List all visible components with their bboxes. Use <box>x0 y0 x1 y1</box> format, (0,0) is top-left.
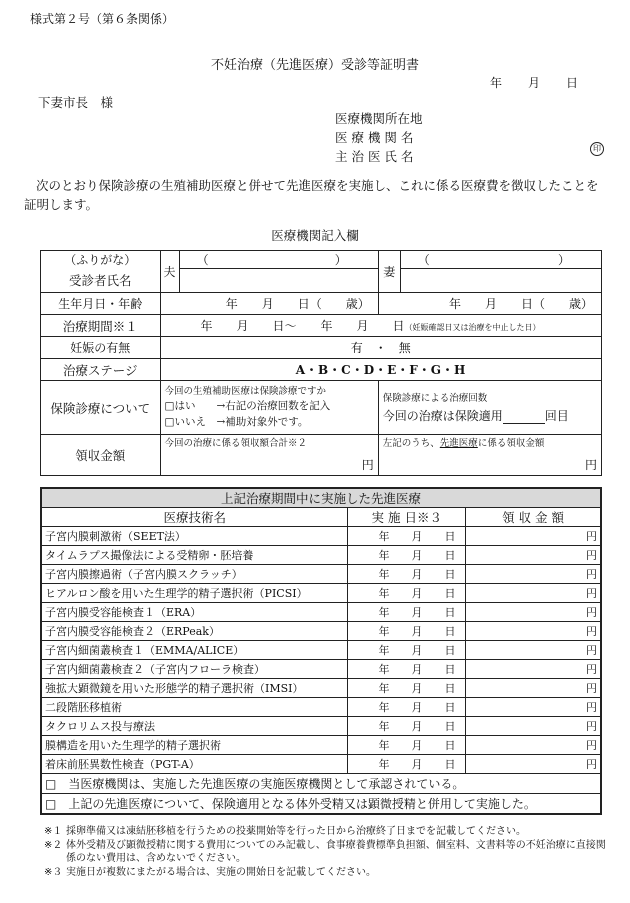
date-field[interactable]: 年 月 日 <box>348 717 466 736</box>
husband-birth-field[interactable] <box>160 293 378 315</box>
patient-info-table <box>40 250 602 476</box>
amount-field[interactable]: 円 <box>466 717 601 736</box>
date-field[interactable]: 年 月 日 <box>348 736 466 755</box>
wife-furigana-field[interactable] <box>400 251 601 269</box>
date-field[interactable]: 年 月 日 <box>348 660 466 679</box>
amount-field[interactable]: 円 <box>466 679 601 698</box>
receipt-total-label: 今回の治療に係る領収額合計※２ <box>164 438 308 449</box>
tech-name: 着床前胚異数性検査（PGT-A） <box>41 755 348 774</box>
amount-field[interactable]: 円 <box>466 698 601 717</box>
amount-field[interactable]: 円 <box>466 755 601 774</box>
paren-close: ） <box>557 253 570 267</box>
pregnancy-label: 妊娠の有無 <box>41 337 161 359</box>
table-row <box>41 679 601 698</box>
wife-name-field[interactable] <box>400 269 601 293</box>
tech-name: 強拡大顕微鏡を用いた形態学的精子選択術（IMSI） <box>41 679 348 698</box>
date-field[interactable]: 年 月 日 <box>348 622 466 641</box>
date-month: 月 <box>528 76 541 90</box>
paren-open: （ <box>417 253 430 267</box>
treatment-period-label: 治療期間※１ <box>41 315 161 337</box>
treatment-stage-label: 治療ステージ <box>41 359 161 381</box>
footnotes <box>44 825 606 879</box>
tech-name: 膜構造を用いた生理学的精子選択術 <box>41 736 348 755</box>
institution-block <box>335 109 423 166</box>
section-title: 医療機関記入欄 <box>271 228 359 243</box>
tech-name: 子宮内膜刺激術（SEET法） <box>41 527 348 546</box>
wife-birth-field[interactable] <box>378 293 601 315</box>
footnote: ※３ 実施日が複数にまたがる場合は、実施の開始日を記載してください。 <box>44 866 376 878</box>
receipt-advanced-cell[interactable] <box>378 435 601 476</box>
document-title: 不妊治療（先進医療）受診等証明書 <box>210 58 419 73</box>
insurance-count-label: 保険診療による治療回数 <box>382 392 488 404</box>
tech-name: タクロリムス投与療法 <box>41 717 348 736</box>
treatment-period-value: 年 月 日～ 年 月 日 <box>200 319 405 333</box>
insurance-count-unit: 回目 <box>544 408 569 423</box>
approval-checkbox-1[interactable]: □ 当医療機関は、実施した先進医療の実施医療機関として承認されている。 <box>41 774 601 794</box>
amount-field[interactable]: 円 <box>466 584 601 603</box>
tech-name: タイムラプス撮像法による受精卵・胚培養 <box>41 546 348 565</box>
table-row <box>41 527 601 546</box>
table-row <box>41 565 601 584</box>
paren-close: ） <box>334 253 347 267</box>
tech-name: 子宮内膜擦過術（子宮内膜スクラッチ） <box>41 565 348 584</box>
form-number: 様式第２号（第６条関係） <box>30 12 175 26</box>
footnote: ※２ 体外受精及び顕微授精に関する費用についてのみ記載し、食事療養費標準負担額、個室料、文書料等の不妊治療に直接関係のない費用は、含めないでください。 <box>44 839 606 864</box>
date-field[interactable]: 年 月 日 <box>348 698 466 717</box>
amount-field[interactable]: 円 <box>466 622 601 641</box>
insurance-label: 保険診療について <box>41 381 161 435</box>
col-date-header: 実 施 日※３ <box>348 508 466 527</box>
table-row <box>41 603 601 622</box>
pregnancy-field[interactable]: 有 ・ 無 <box>160 337 601 359</box>
date-field[interactable]: 年 月 日 <box>348 755 466 774</box>
receipt-total-cell[interactable] <box>160 435 378 476</box>
insurance-question-cell <box>160 381 378 435</box>
approval-checkbox-2[interactable]: □ 上記の先進医療について、保険適用となる体外受精又は顕微授精と併用して実施した。 <box>41 794 601 815</box>
date-field[interactable]: 年 月 日 <box>348 584 466 603</box>
institution-address-label: 医療機関所在地 <box>335 111 423 126</box>
addressee: 下妻市長 様 <box>38 95 114 110</box>
col-amount-header: 領 収 金 額 <box>466 508 601 527</box>
col-tech-header: 医療技術名 <box>41 508 348 527</box>
husband-label: 夫 <box>160 251 179 293</box>
date-field[interactable]: 年 月 日 <box>348 679 466 698</box>
paren-open: （ <box>196 253 209 267</box>
treatment-period-note: （妊娠確認日又は治療を中止した日） <box>404 323 541 332</box>
amount-field[interactable]: 円 <box>466 527 601 546</box>
institution-name-label: 医 療 機 関 名 <box>335 130 414 145</box>
wife-birth-value: 年 月 日（ 歳） <box>448 297 593 311</box>
receipt-advanced-yen: 円 <box>584 458 597 472</box>
husband-birth-value: 年 月 日（ 歳） <box>225 297 370 311</box>
table-row <box>41 755 601 774</box>
table-row <box>41 546 601 565</box>
treatment-stage-field[interactable]: A・B・C・D・E・F・G・H <box>160 359 601 381</box>
seal-mark: 印 <box>590 142 604 156</box>
advanced-medical-table <box>40 487 602 815</box>
receipt-total-yen: 円 <box>361 458 374 472</box>
tech-name: 二段階胚移植術 <box>41 698 348 717</box>
husband-furigana-field[interactable] <box>179 251 378 269</box>
table-row <box>41 660 601 679</box>
tech-name: 子宮内細菌叢検査２（子宮内フローラ検査） <box>41 660 348 679</box>
amount-field[interactable]: 円 <box>466 603 601 622</box>
treatment-period-field[interactable] <box>160 315 601 337</box>
table-row <box>41 698 601 717</box>
receipt-label: 領収金額 <box>41 435 161 476</box>
table-row <box>41 622 601 641</box>
insurance-count-cell <box>378 381 601 435</box>
insurance-yes-checkbox[interactable]: □はい →右記の治療回数を記入 <box>164 400 331 412</box>
insurance-count-line <box>383 407 597 424</box>
table-row <box>41 641 601 660</box>
table-row <box>41 717 601 736</box>
tech-name: ヒアルロン酸を用いた生理学的精子選択術（PICSI） <box>41 584 348 603</box>
date-field[interactable]: 年 月 日 <box>348 641 466 660</box>
furigana-label: （ふりがな） <box>41 251 161 269</box>
wife-label: 妻 <box>378 251 400 293</box>
footnote: ※１ 採卵準備又は凍結胚移植を行うための投薬開始等を行った日から治療終了日までを記載してください。 <box>44 826 526 837</box>
table-row <box>41 736 601 755</box>
amount-field[interactable]: 円 <box>466 565 601 584</box>
amount-field[interactable]: 円 <box>466 641 601 660</box>
date-field[interactable]: 年 月 日 <box>348 565 466 584</box>
amount-field[interactable]: 円 <box>466 546 601 565</box>
insurance-count-input[interactable] <box>503 411 545 424</box>
tech-name: 子宮内膜受容能検査２（ERPeak） <box>41 622 348 641</box>
tech-name: 子宮内細菌叢検査１（EMMA/ALICE） <box>41 641 348 660</box>
date-field[interactable]: 年 月 日 <box>348 546 466 565</box>
insurance-question: 今回の生殖補助医療は保険診療ですか <box>164 386 327 397</box>
doctor-name-label: 主 治 医 氏 名 <box>335 149 414 164</box>
intro-statement: 次のとおり保険診療の生殖補助医療と併せて先進医療を実施し、これに係る医療費を徴収したことを証明します。 <box>24 178 599 212</box>
amount-field[interactable]: 円 <box>466 660 601 679</box>
patient-name-label: 受診者氏名 <box>41 269 161 293</box>
table-row <box>41 584 601 603</box>
amount-field[interactable]: 円 <box>466 736 601 755</box>
husband-name-field[interactable] <box>179 269 378 293</box>
insurance-count-text: 今回の治療は保険適用 <box>382 408 503 423</box>
receipt-advanced-label: 左記のうち、先進医療に係る領収金額 <box>382 438 545 449</box>
date-day: 日 <box>566 76 579 90</box>
advanced-table-header: 上記治療期間中に実施した先進医療 <box>41 488 601 508</box>
tech-name: 子宮内膜受容能検査１（ERA） <box>41 603 348 622</box>
date-field[interactable]: 年 月 日 <box>348 603 466 622</box>
issue-date[interactable] <box>490 74 578 91</box>
date-field[interactable]: 年 月 日 <box>348 527 466 546</box>
date-year: 年 <box>490 76 503 90</box>
insurance-no-checkbox[interactable]: □いいえ →補助対象外です。 <box>164 416 309 428</box>
birth-age-label: 生年月日・年齢 <box>41 293 161 315</box>
